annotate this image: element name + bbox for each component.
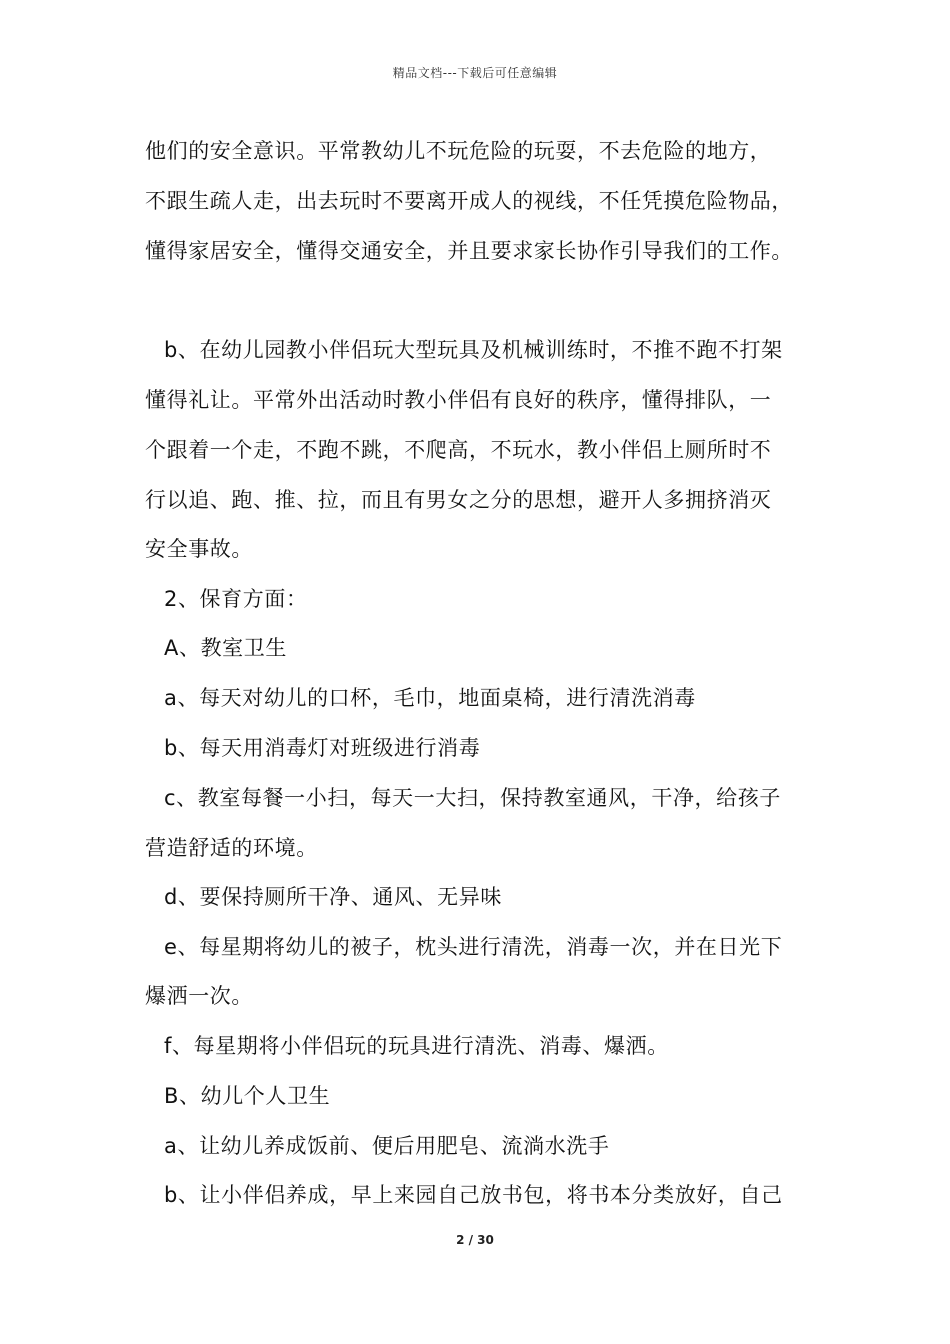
list-item: a、让幼儿养成饭前、便后用肥皂、流淌水洗手 bbox=[164, 1134, 610, 1158]
list-item: e、每星期将幼儿的被子，枕头进行清洗，消毒一次，并在日光下 bbox=[164, 935, 783, 959]
list-item: f、每星期将小伴侣玩的玩具进行清洗、消毒、爆洒。 bbox=[164, 1034, 669, 1058]
list-item: d、要保持厕所干净、通风、无异味 bbox=[164, 885, 502, 909]
body-line: 营造舒适的环境。 bbox=[145, 836, 318, 860]
body-line: 行以追、跑、推、拉，而且有男女之分的思想，避开人多拥挤消灭 bbox=[145, 488, 772, 512]
list-item: c、教室每餐一小扫，每天一大扫，保持教室通风，干净，给孩子 bbox=[164, 786, 781, 810]
list-item: b、每天用消毒灯对班级进行消毒 bbox=[164, 736, 481, 760]
body-line: b、在幼儿园教小伴侣玩大型玩具及机械训练时，不推不跑不打架 bbox=[164, 338, 783, 362]
list-item: b、让小伴侣养成，早上来园自己放书包，将书本分类放好，自己 bbox=[164, 1183, 783, 1207]
subsection-heading: A、教室卫生 bbox=[164, 636, 287, 660]
body-line: 爆洒一次。 bbox=[145, 984, 253, 1008]
subsection-heading: B、幼儿个人卫生 bbox=[164, 1084, 331, 1108]
page-number: 2 / 30 bbox=[456, 1233, 494, 1247]
body-line: 不跟生疏人走，出去玩时不要离开成人的视线，不任凭摸危险物品， bbox=[145, 189, 793, 213]
body-line: 懂得家居安全，懂得交通安全，并且要求家长协作引导我们的工作。 bbox=[145, 239, 793, 263]
body-line: 安全事故。 bbox=[145, 537, 253, 561]
list-item: a、每天对幼儿的口杯，毛巾，地面桌椅，进行清洗消毒 bbox=[164, 686, 696, 710]
section-heading: 2、保育方面： bbox=[164, 587, 308, 611]
body-line: 懂得礼让。平常外出活动时教小伴侣有良好的秩序，懂得排队，一 bbox=[145, 388, 772, 412]
body-line: 他们的安全意识。平常教幼儿不玩危险的玩耍，不去危险的地方， bbox=[145, 139, 772, 163]
page-header: 精品文档---下载后可任意编辑 bbox=[392, 66, 558, 80]
body-line: 个跟着一个走，不跑不跳，不爬高，不玩水，教小伴侣上厕所时不 bbox=[145, 438, 772, 462]
